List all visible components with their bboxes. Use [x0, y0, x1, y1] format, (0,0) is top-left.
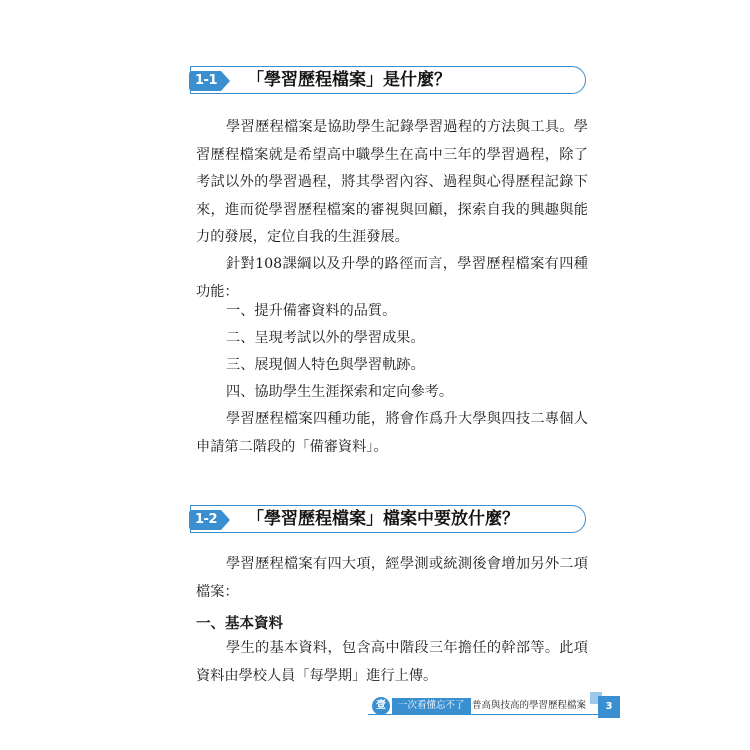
arrow-icon — [221, 71, 230, 91]
section-1-closing: 學習歷程檔案四種功能，將會作爲升大學與四技二專個人申請第二階段的「備審資料」。 — [196, 411, 588, 455]
function-item-3: 三、展現個人特色與學習軌跡。 — [226, 357, 425, 373]
footer-book-title: 普高與技高的學習歷程檔案 — [472, 700, 587, 711]
section-1-number: 1-1 — [189, 71, 221, 91]
section-2-badge — [189, 510, 239, 530]
footer-chapter-label: 一次看懂忘不了 — [392, 698, 471, 714]
section-2-title: 「學習歷程檔案」檔案中要放什麼？ — [247, 509, 519, 529]
section-1-header — [190, 66, 586, 94]
function-item-1: 一、提升備審資料的品質。 — [226, 303, 397, 319]
page-number: 3 — [598, 696, 620, 718]
function-item-2: 二、呈現考試以外的學習成果。 — [226, 330, 425, 346]
section-2-header — [190, 505, 586, 533]
chapter-circle: 壹 — [372, 697, 390, 715]
basic-info-paragraph: 學生的基本資料，包含高中階段三年擔任的幹部等。此項資料由學校人員「每學期」進行上傳。 — [196, 640, 588, 684]
basic-info-heading: 一、基本資料 — [196, 616, 283, 632]
section-1-paragraph-2: 針對108課綱以及升學的路徑而言，學習歷程檔案有四種功能： — [196, 256, 588, 300]
section-1-badge — [189, 71, 239, 91]
section-1-title: 「學習歷程檔案」是什麼？ — [247, 70, 451, 90]
function-item-4: 四、協助學生生涯探索和定向參考。 — [226, 384, 454, 400]
page-footer — [368, 698, 620, 720]
arrow-icon — [221, 510, 230, 530]
section-1-paragraph-1: 學習歷程檔案是協助學生記錄學習過程的方法與工具。學習歷程檔案就是希望高中職學生在高中三年的學習過程，除了考試以外的學習過程，將其學習內容、過程與心得歷程記錄下來，進而從學習歷程檔案的審視與回顧，探索自我的興趣與能力的發展，定位自我的生涯發展。 — [196, 119, 588, 245]
section-2-number: 1-2 — [189, 510, 221, 530]
section-2-intro: 學習歷程檔案有四大項，經學測或統測後會增加另外二項檔案： — [196, 556, 588, 600]
